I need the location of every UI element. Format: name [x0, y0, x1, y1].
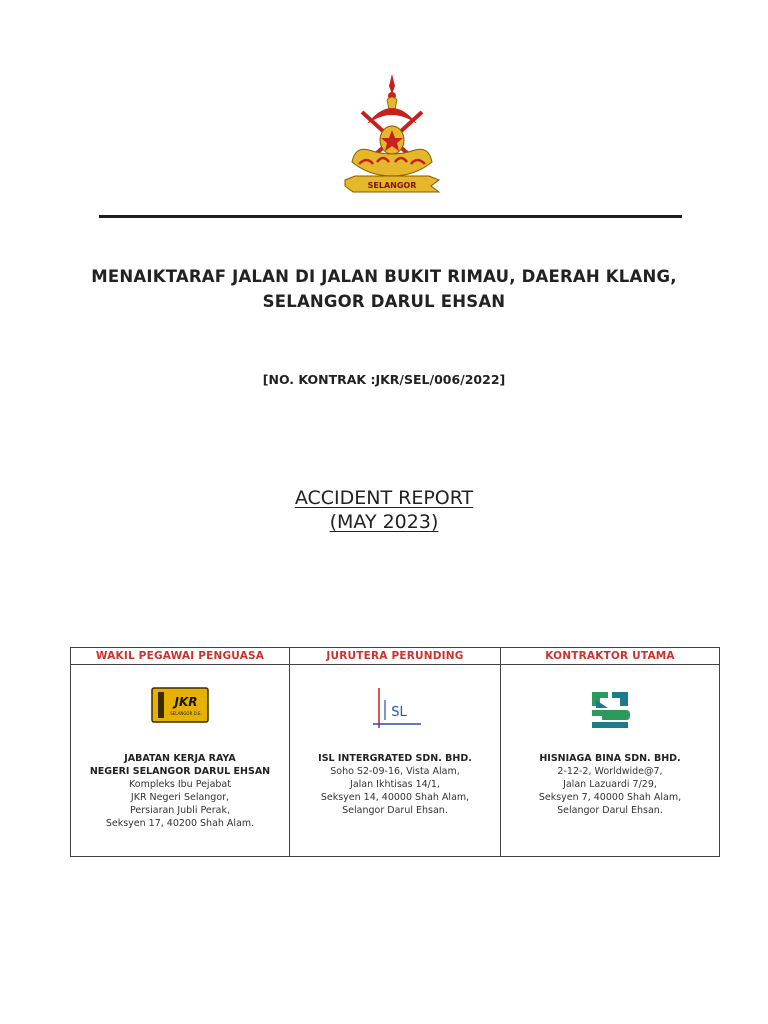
- isl-logo: [290, 686, 500, 736]
- party-org-line-1: HISNIAGA BINA SDN. BHD.: [539, 753, 681, 764]
- party-info: [501, 752, 719, 817]
- header-divider: [99, 215, 682, 218]
- party-address-line-4: Seksyen 17, 40200 Shah Alam.: [105, 818, 255, 829]
- crest-banner-text: SELANGOR: [367, 181, 417, 190]
- party-address-line-3: Seksyen 14, 40000 Shah Alam,: [320, 792, 470, 803]
- party-address-line-3: Persiaran Jubli Perak,: [130, 805, 230, 816]
- party-address-line-4: Selangor Darul Ehsan.: [342, 805, 448, 816]
- party-address-line-2: Jalan Lazuardi 7/29,: [563, 779, 657, 790]
- party-org-line-1: ISL INTERGRATED SDN. BHD.: [318, 753, 472, 764]
- project-title-line-1: MENAIKTARAF JALAN DI JALAN BUKIT RIMAU, DAERAH KLANG,: [91, 267, 677, 286]
- party-heading: JURUTERA PERUNDING: [290, 648, 500, 665]
- parties-table: [70, 647, 720, 857]
- party-address-line-1: 2-12-2, Worldwide@7,: [557, 766, 663, 777]
- party-info: [290, 752, 500, 817]
- party-info: [71, 752, 289, 830]
- isl-logo-text: SL: [391, 705, 407, 720]
- party-address-line-2: Jalan Ikhtisas 14/1,: [350, 779, 440, 790]
- jkr-logo-text: JKR: [174, 695, 198, 709]
- party-org-line-1: JABATAN KERJA RAYA: [124, 753, 236, 764]
- report-title: ACCIDENT REPORT: [294, 487, 474, 509]
- report-period: (MAY 2023): [329, 511, 439, 533]
- hisniaga-logo: [501, 686, 719, 736]
- party-address-line-4: Selangor Darul Ehsan.: [557, 805, 663, 816]
- party-address-line-1: Kompleks Ibu Pejabat: [129, 779, 231, 790]
- project-title: [84, 264, 684, 314]
- party-address-line-2: JKR Negeri Selangor,: [130, 792, 230, 803]
- contract-number: [NO. KONTRAK :JKR/SEL/006/2022]: [262, 372, 506, 387]
- party-address-line-1: Soho S2-09-16, Vista Alam,: [330, 766, 460, 777]
- jkr-logo-subtext: SELANGOR D.E.: [170, 711, 202, 716]
- party-org-line-2: NEGERI SELANGOR DARUL EHSAN: [89, 766, 271, 777]
- party-column-contractor: [501, 648, 719, 856]
- party-column-consultant: [290, 648, 501, 856]
- party-column-employer: [71, 648, 290, 856]
- party-heading: WAKIL PEGAWAI PENGUASA: [71, 648, 289, 665]
- party-address-line-3: Seksyen 7, 40000 Shah Alam,: [538, 792, 682, 803]
- selangor-crest-emblem: [337, 72, 447, 200]
- project-title-line-2: SELANGOR DARUL EHSAN: [262, 292, 506, 311]
- party-heading: KONTRAKTOR UTAMA: [501, 648, 719, 665]
- report-title-block: [234, 486, 534, 534]
- jkr-logo: [71, 686, 289, 736]
